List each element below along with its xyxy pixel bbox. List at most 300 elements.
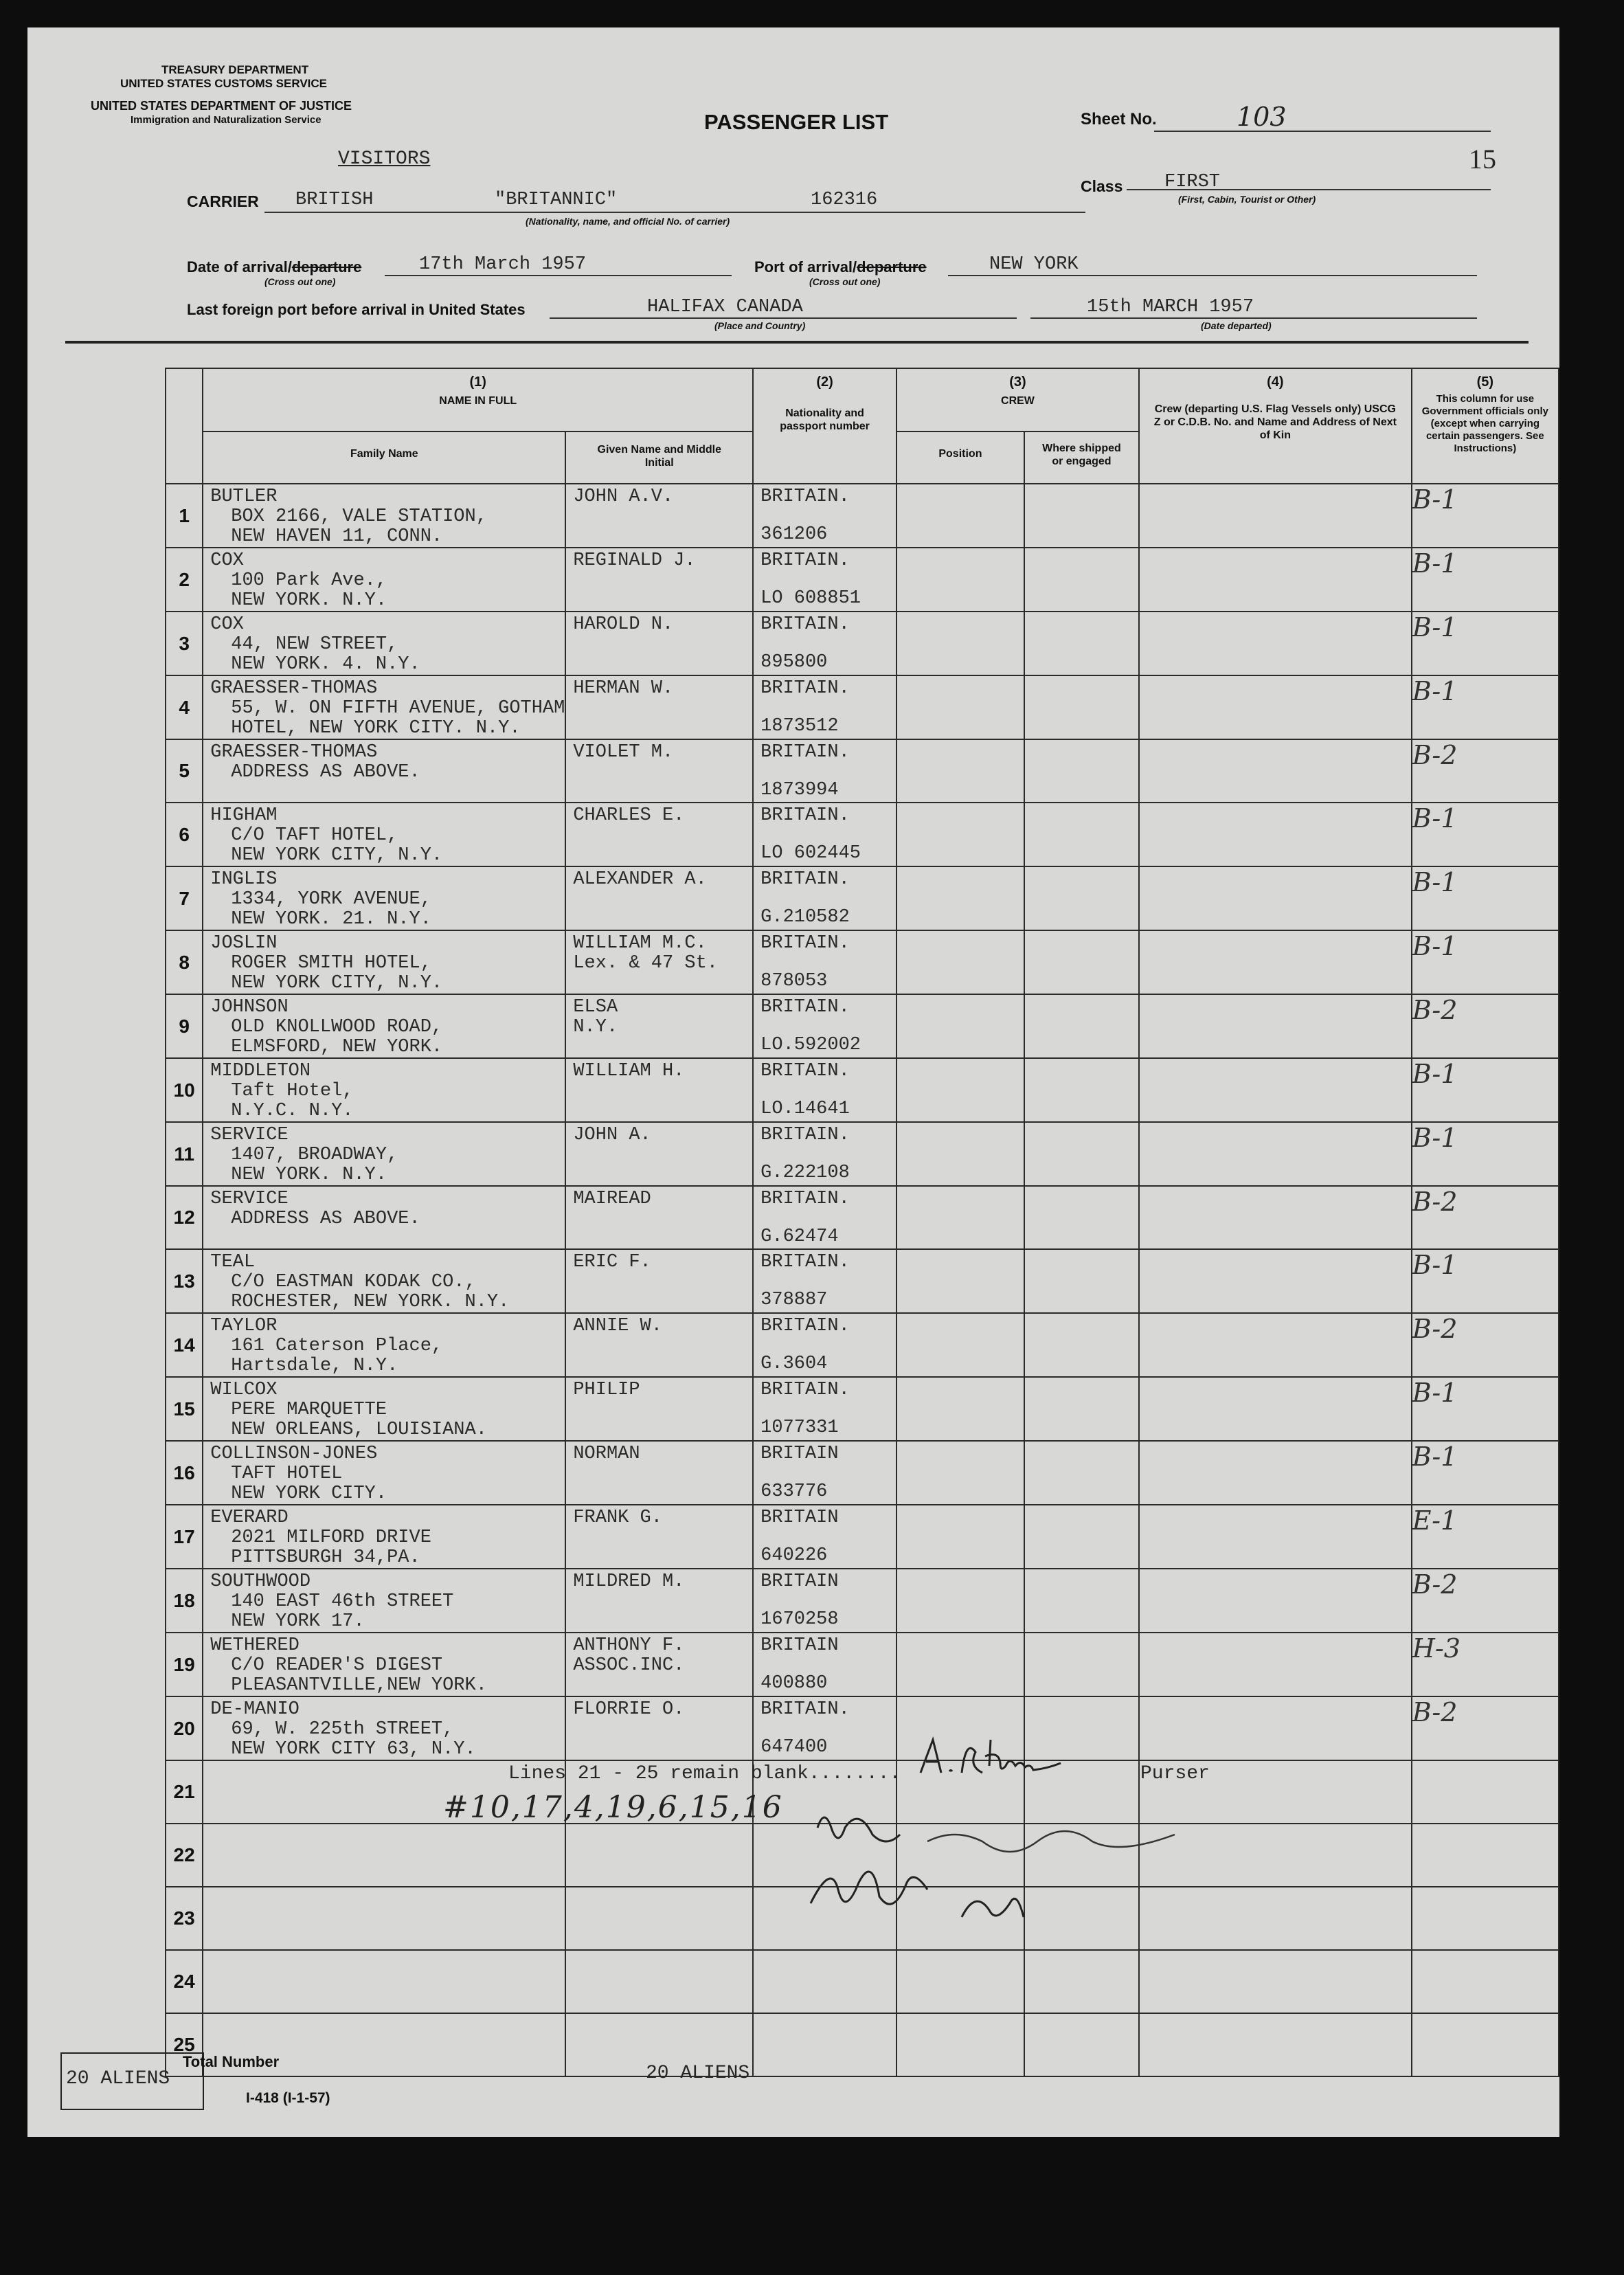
status-cell: B-2 xyxy=(1412,1186,1559,1249)
where-shipped-cell xyxy=(1024,484,1139,548)
next-of-kin-cell xyxy=(1139,930,1412,994)
where-shipped-cell xyxy=(1024,1441,1139,1505)
carrier-name: "BRITANNIC" xyxy=(495,190,618,210)
document-page xyxy=(27,27,1559,2137)
position-cell xyxy=(896,1377,1024,1441)
row-number: 22 xyxy=(166,1824,203,1887)
date-departed-caption: (Date departed) xyxy=(1201,320,1272,331)
passport-number: G.62474 xyxy=(760,1226,839,1247)
col-1-title: NAME IN FULL xyxy=(439,395,517,407)
empty-cell xyxy=(753,2013,896,2076)
passport-number: 400880 xyxy=(760,1673,828,1694)
nationality-cell xyxy=(753,866,896,930)
given-name: FLORRIE O. xyxy=(573,1699,685,1720)
status-cell: B-1 xyxy=(1412,1441,1559,1505)
family-name: SERVICE xyxy=(210,1125,289,1145)
given-name: ELSA xyxy=(573,997,618,1018)
status-cell: B-1 xyxy=(1412,548,1559,612)
family-cell xyxy=(203,994,565,1058)
family-name: BUTLER xyxy=(210,486,278,507)
family-cell xyxy=(203,675,565,739)
given-name: NORMAN xyxy=(573,1444,640,1464)
col-4-title: Crew (departing U.S. Flag Vessels only) USCG Z or C.D.B. No. and Name and Address of Next of Kin xyxy=(1153,403,1397,441)
given-name: HERMAN W. xyxy=(573,678,674,699)
nationality-cell xyxy=(753,1058,896,1122)
position-cell xyxy=(896,930,1024,994)
address-line-2: NEW YORK CITY 63, N.Y. xyxy=(231,1739,476,1760)
passport-number: 633776 xyxy=(760,1481,828,1502)
row-number: 20 xyxy=(166,1696,203,1760)
address-line-1: C/O EASTMAN KODAK CO., xyxy=(231,1272,476,1292)
agency-line: TREASURY DEPARTMENT xyxy=(161,63,309,76)
given-name: JOHN A. xyxy=(573,1125,651,1145)
handwritten-numbers: #10,17,4,19,6,15,16 xyxy=(443,1790,783,1825)
carrier-label: CARRIER xyxy=(187,192,259,210)
empty-cell xyxy=(1024,1950,1139,2013)
status-cell: B-2 xyxy=(1412,1569,1559,1633)
nationality: BRITAIN. xyxy=(760,678,850,699)
position-cell xyxy=(896,675,1024,739)
family-name: COLLINSON-JONES xyxy=(210,1444,378,1464)
family-cell xyxy=(203,803,565,866)
address-line-1: 161 Caterson Place, xyxy=(231,1336,443,1356)
empty-cell xyxy=(565,1950,753,2013)
table-row xyxy=(166,612,1559,675)
carrier-official-no: 162316 xyxy=(811,190,878,210)
status-cell: B-2 xyxy=(1412,1313,1559,1377)
table-row xyxy=(166,930,1559,994)
nationality-cell xyxy=(753,1569,896,1633)
address-line-1: Taft Hotel, xyxy=(231,1081,354,1101)
given-cell xyxy=(565,612,753,675)
given-cell xyxy=(565,866,753,930)
next-of-kin-cell xyxy=(1139,739,1412,803)
where-shipped-cell xyxy=(1024,1633,1139,1696)
family-name: COX xyxy=(210,550,244,571)
status-cell: B-2 xyxy=(1412,994,1559,1058)
address-line-2: PLEASANTVILLE,NEW YORK. xyxy=(231,1675,487,1696)
empty-cell xyxy=(1024,2013,1139,2076)
family-name: COX xyxy=(210,614,244,635)
date-arrival-value: 17th March 1957 xyxy=(419,254,587,275)
given-cell xyxy=(565,1313,753,1377)
address-line-1: BOX 2166, VALE STATION, xyxy=(231,506,487,527)
next-of-kin-cell xyxy=(1139,1569,1412,1633)
position-cell xyxy=(896,1633,1024,1696)
empty-cell xyxy=(203,1887,565,1950)
empty-cell xyxy=(1412,2013,1559,2076)
empty-cell xyxy=(1412,1760,1559,1824)
where-shipped-cell xyxy=(1024,612,1139,675)
next-of-kin-cell xyxy=(1139,1122,1412,1186)
table-row xyxy=(166,675,1559,739)
nationality: BRITAIN. xyxy=(760,933,850,954)
table-row xyxy=(166,1950,1559,2013)
where-shipped-cell xyxy=(1024,739,1139,803)
family-cell xyxy=(203,1186,565,1249)
given-name: ERIC F. xyxy=(573,1252,651,1273)
given-name: MAIREAD xyxy=(573,1189,651,1209)
given-cell xyxy=(565,548,753,612)
cross-out-caption: (Cross out one) xyxy=(264,276,336,287)
address-line-1: 55, W. ON FIFTH AVENUE, GOTHAM xyxy=(231,698,565,719)
address-line-1: OLD KNOLLWOOD ROAD, xyxy=(231,1017,443,1038)
nationality: BRITAIN xyxy=(760,1444,839,1464)
family-name: DE-MANIO xyxy=(210,1699,300,1720)
table-row xyxy=(166,1122,1559,1186)
address-line-1: 69, W. 225th STREET, xyxy=(231,1719,454,1740)
given-extra: ASSOC.INC. xyxy=(573,1655,685,1676)
passport-number: LO.592002 xyxy=(760,1035,861,1055)
class-caption: (First, Cabin, Tourist or Other) xyxy=(1178,194,1316,205)
given-cell xyxy=(565,930,753,994)
position-cell xyxy=(896,866,1024,930)
passport-number: G.3604 xyxy=(760,1354,828,1374)
next-of-kin-cell xyxy=(1139,1186,1412,1249)
family-name: MIDDLETON xyxy=(210,1061,311,1082)
given-name: MILDRED M. xyxy=(573,1571,685,1592)
nationality: BRITAIN xyxy=(760,1635,839,1656)
nationality-cell xyxy=(753,548,896,612)
given-name: PHILIP xyxy=(573,1380,640,1400)
address-line-2: NEW YORK 17. xyxy=(231,1611,365,1632)
family-cell xyxy=(203,866,565,930)
passport-number: LO.14641 xyxy=(760,1099,850,1119)
address-line-2: PITTSBURGH 34,PA. xyxy=(231,1547,420,1568)
family-cell xyxy=(203,1249,565,1313)
family-name: HIGHAM xyxy=(210,805,278,826)
family-cell xyxy=(203,612,565,675)
col-5-number: (5) xyxy=(1476,374,1494,390)
next-of-kin-cell xyxy=(1139,612,1412,675)
position-cell xyxy=(896,1505,1024,1569)
nationality: BRITAIN xyxy=(760,1508,839,1528)
col-2-number: (2) xyxy=(816,374,833,390)
nationality: BRITAIN. xyxy=(760,805,850,826)
inspector-signature xyxy=(804,1800,1285,1938)
col-3-number: (3) xyxy=(1009,374,1026,390)
status-cell: B-1 xyxy=(1412,803,1559,866)
row-number: 4 xyxy=(166,675,203,739)
address-line-1: 100 Park Ave., xyxy=(231,570,387,591)
position-cell xyxy=(896,1569,1024,1633)
position-header: Position xyxy=(938,448,982,460)
empty-cell xyxy=(203,1824,565,1887)
family-cell xyxy=(203,930,565,994)
given-name: JOHN A.V. xyxy=(573,486,674,507)
position-cell xyxy=(896,484,1024,548)
total-label: Total Number xyxy=(183,2053,280,2070)
position-cell xyxy=(896,1058,1024,1122)
row-number: 15 xyxy=(166,1377,203,1441)
status-cell: B-1 xyxy=(1412,675,1559,739)
last-port-caption: (Place and Country) xyxy=(714,320,806,331)
table-row xyxy=(166,1441,1559,1505)
given-cell xyxy=(565,994,753,1058)
family-cell xyxy=(203,1633,565,1696)
given-name: FRANK G. xyxy=(573,1508,662,1528)
form-title: PASSENGER LIST xyxy=(704,110,889,134)
given-cell xyxy=(565,739,753,803)
nationality-cell xyxy=(753,1505,896,1569)
class-label: Class xyxy=(1081,177,1123,195)
given-name: WILLIAM M.C. xyxy=(573,933,707,954)
agency-line: UNITED STATES CUSTOMS SERVICE xyxy=(120,77,328,90)
visitors-label: VISITORS xyxy=(338,148,431,170)
family-name: JOHNSON xyxy=(210,997,289,1018)
where-shipped-cell xyxy=(1024,675,1139,739)
where-shipped-cell xyxy=(1024,1186,1139,1249)
passport-number: 895800 xyxy=(760,652,828,673)
family-cell xyxy=(203,1122,565,1186)
given-cell xyxy=(565,1505,753,1569)
where-shipped-cell xyxy=(1024,803,1139,866)
family-name: GRAESSER-THOMAS xyxy=(210,678,378,699)
col-2-title: Nationality and passport number xyxy=(780,407,870,432)
passport-number: 378887 xyxy=(760,1290,828,1310)
given-name: VIOLET M. xyxy=(573,742,674,763)
table-row xyxy=(166,1186,1559,1249)
nationality: BRITAIN. xyxy=(760,1061,850,1082)
address-line-2: NEW YORK CITY. xyxy=(231,1483,387,1504)
row-number: 11 xyxy=(166,1122,203,1186)
given-cell xyxy=(565,803,753,866)
next-of-kin-cell xyxy=(1139,803,1412,866)
empty-cell xyxy=(753,1950,896,2013)
position-cell xyxy=(896,612,1024,675)
page-number: 15 xyxy=(1469,144,1496,175)
where-shipped-cell xyxy=(1024,930,1139,994)
nationality-cell xyxy=(753,1186,896,1249)
empty-cell xyxy=(1139,2013,1412,2076)
where-shipped-cell xyxy=(1024,1377,1139,1441)
family-name-header: Family Name xyxy=(350,448,418,460)
class-value: FIRST xyxy=(1164,172,1221,192)
table-row xyxy=(166,739,1559,803)
address-line-1: ROGER SMITH HOTEL, xyxy=(231,953,431,974)
given-name: HAROLD N. xyxy=(573,614,674,635)
status-cell: B-1 xyxy=(1412,930,1559,994)
given-cell xyxy=(565,675,753,739)
purser-label: Purser xyxy=(1140,1763,1210,1784)
table-row xyxy=(166,1313,1559,1377)
nationality: BRITAIN. xyxy=(760,1316,850,1336)
last-port-value: HALIFAX CANADA xyxy=(647,297,803,317)
next-of-kin-cell xyxy=(1139,1505,1412,1569)
row-number: 18 xyxy=(166,1569,203,1633)
row-number: 16 xyxy=(166,1441,203,1505)
family-cell xyxy=(203,548,565,612)
nationality-cell xyxy=(753,1441,896,1505)
where-shipped-cell xyxy=(1024,1313,1139,1377)
given-name: ALEXANDER A. xyxy=(573,869,707,890)
status-cell: B-2 xyxy=(1412,739,1559,803)
family-name: WILCOX xyxy=(210,1380,278,1400)
address-line-2: ADDRESS AS ABOVE. xyxy=(231,1209,420,1229)
given-cell xyxy=(565,1633,753,1696)
address-line-1: 1407, BROADWAY, xyxy=(231,1145,398,1165)
family-cell xyxy=(203,484,565,548)
agency-line: UNITED STATES DEPARTMENT OF JUSTICE xyxy=(91,99,352,113)
table-row xyxy=(166,1569,1559,1633)
table-row xyxy=(166,866,1559,930)
status-cell: B-1 xyxy=(1412,1249,1559,1313)
position-cell xyxy=(896,548,1024,612)
address-line-2: NEW HAVEN 11, CONN. xyxy=(231,526,443,547)
address-line-2: NEW YORK CITY, N.Y. xyxy=(231,845,443,866)
row-number: 3 xyxy=(166,612,203,675)
address-line-1: 140 EAST 46th STREET xyxy=(231,1591,454,1612)
family-name: TEAL xyxy=(210,1252,256,1273)
given-name: ANNIE W. xyxy=(573,1316,662,1336)
where-shipped-cell xyxy=(1024,1505,1139,1569)
next-of-kin-cell xyxy=(1139,484,1412,548)
address-line-2: NEW YORK. N.Y. xyxy=(231,590,387,611)
empty-cell xyxy=(1412,1887,1559,1950)
row-number: 12 xyxy=(166,1186,203,1249)
where-shipped-cell xyxy=(1024,1249,1139,1313)
address-line-1: 2021 MILFORD DRIVE xyxy=(231,1527,431,1548)
passport-number: 878053 xyxy=(760,971,828,991)
row-number: 9 xyxy=(166,994,203,1058)
given-cell xyxy=(565,1377,753,1441)
address-line-2: ELMSFORD, NEW YORK. xyxy=(231,1037,443,1057)
empty-cell xyxy=(896,1950,1024,2013)
next-of-kin-cell xyxy=(1139,994,1412,1058)
nationality-cell xyxy=(753,675,896,739)
nationality-cell xyxy=(753,803,896,866)
nationality: BRITAIN. xyxy=(760,486,850,507)
given-extra: N.Y. xyxy=(573,1017,618,1038)
row-number: 5 xyxy=(166,739,203,803)
next-of-kin-cell xyxy=(1139,1377,1412,1441)
where-shipped-cell xyxy=(1024,994,1139,1058)
row-number: 14 xyxy=(166,1313,203,1377)
position-cell xyxy=(896,803,1024,866)
table-row xyxy=(166,1633,1559,1696)
family-name: WETHERED xyxy=(210,1635,300,1656)
port-value: NEW YORK xyxy=(989,254,1079,275)
carrier-nationality: BRITISH xyxy=(295,190,374,210)
passport-number: 647400 xyxy=(760,1737,828,1758)
where-shipped-cell xyxy=(1024,1569,1139,1633)
nationality-cell xyxy=(753,994,896,1058)
status-cell: B-1 xyxy=(1412,484,1559,548)
table-row xyxy=(166,1377,1559,1441)
passport-number: 1873994 xyxy=(760,780,839,800)
family-cell xyxy=(203,1505,565,1569)
address-line-1: PERE MARQUETTE xyxy=(231,1400,387,1420)
row-number: 19 xyxy=(166,1633,203,1696)
passport-number: 1670258 xyxy=(760,1609,839,1630)
next-of-kin-cell xyxy=(1139,1058,1412,1122)
nationality: BRITAIN. xyxy=(760,869,850,890)
table-row xyxy=(166,994,1559,1058)
address-line-2: HOTEL, NEW YORK CITY. N.Y. xyxy=(231,718,521,739)
nationality-cell xyxy=(753,1633,896,1696)
nationality-cell xyxy=(753,1122,896,1186)
passport-number: LO 602445 xyxy=(760,843,861,864)
col-1-number: (1) xyxy=(469,374,486,390)
position-cell xyxy=(896,1186,1024,1249)
family-cell xyxy=(203,1058,565,1122)
given-cell xyxy=(565,1249,753,1313)
blank-lines-note: Lines 21 - 25 remain blank........ xyxy=(508,1763,901,1784)
boxed-total: 20 ALIENS xyxy=(66,2068,170,2089)
table-row xyxy=(166,1696,1559,1760)
sheet-number: 103 xyxy=(1237,102,1287,132)
total-value: 20 ALIENS xyxy=(646,2063,750,2084)
empty-cell xyxy=(565,1887,753,1950)
given-cell xyxy=(565,1058,753,1122)
table-row xyxy=(166,548,1559,612)
nationality: BRITAIN. xyxy=(760,1189,850,1209)
status-cell: E-1 xyxy=(1412,1505,1559,1569)
where-shipped-cell xyxy=(1024,866,1139,930)
nationality: BRITAIN. xyxy=(760,1699,850,1720)
col-3-title: CREW xyxy=(1001,395,1035,407)
given-name: ANTHONY F. xyxy=(573,1635,685,1656)
status-cell: H-3 xyxy=(1412,1633,1559,1696)
nationality: BRITAIN. xyxy=(760,550,850,571)
family-name: SERVICE xyxy=(210,1189,289,1209)
nationality: BRITAIN. xyxy=(760,1380,850,1400)
row-number: 25 xyxy=(166,2013,203,2076)
position-cell xyxy=(896,739,1024,803)
nationality-cell xyxy=(753,484,896,548)
address-line-1: C/O TAFT HOTEL, xyxy=(231,825,398,846)
nationality-cell xyxy=(753,1377,896,1441)
where-shipped-cell xyxy=(1024,1122,1139,1186)
table-row xyxy=(166,484,1559,548)
next-of-kin-cell xyxy=(1139,1633,1412,1696)
address-line-2: NEW YORK. 4. N.Y. xyxy=(231,654,420,675)
nationality-cell xyxy=(753,739,896,803)
family-cell xyxy=(203,1313,565,1377)
given-cell xyxy=(565,484,753,548)
row-number: 24 xyxy=(166,1950,203,2013)
given-cell xyxy=(565,1696,753,1760)
status-cell: B-1 xyxy=(1412,1122,1559,1186)
family-cell xyxy=(203,1696,565,1760)
nationality-cell xyxy=(753,930,896,994)
next-of-kin-cell xyxy=(1139,1249,1412,1313)
nationality: BRITAIN. xyxy=(760,742,850,763)
address-line-1: 1334, YORK AVENUE, xyxy=(231,889,431,910)
position-cell xyxy=(896,1122,1024,1186)
nationality: BRITAIN. xyxy=(760,1252,850,1273)
address-line-2: NEW YORK CITY, N.Y. xyxy=(231,973,443,994)
address-line-2: ROCHESTER, NEW YORK. N.Y. xyxy=(231,1292,510,1312)
position-cell xyxy=(896,994,1024,1058)
row-number: 10 xyxy=(166,1058,203,1122)
passport-number: 361206 xyxy=(760,524,828,545)
next-of-kin-cell xyxy=(1139,1696,1412,1760)
next-of-kin-cell xyxy=(1139,675,1412,739)
empty-cell xyxy=(565,1824,753,1887)
empty-cell xyxy=(1412,1824,1559,1887)
given-name: WILLIAM H. xyxy=(573,1061,685,1082)
status-cell: B-1 xyxy=(1412,612,1559,675)
passport-number: 1873512 xyxy=(760,716,839,737)
family-cell xyxy=(203,1569,565,1633)
given-cell xyxy=(565,1569,753,1633)
next-of-kin-cell xyxy=(1139,1441,1412,1505)
family-name: INGLIS xyxy=(210,869,278,890)
empty-cell xyxy=(1412,1950,1559,2013)
nationality: BRITAIN xyxy=(760,1571,839,1592)
sheet-label: Sheet No. xyxy=(1081,110,1157,128)
